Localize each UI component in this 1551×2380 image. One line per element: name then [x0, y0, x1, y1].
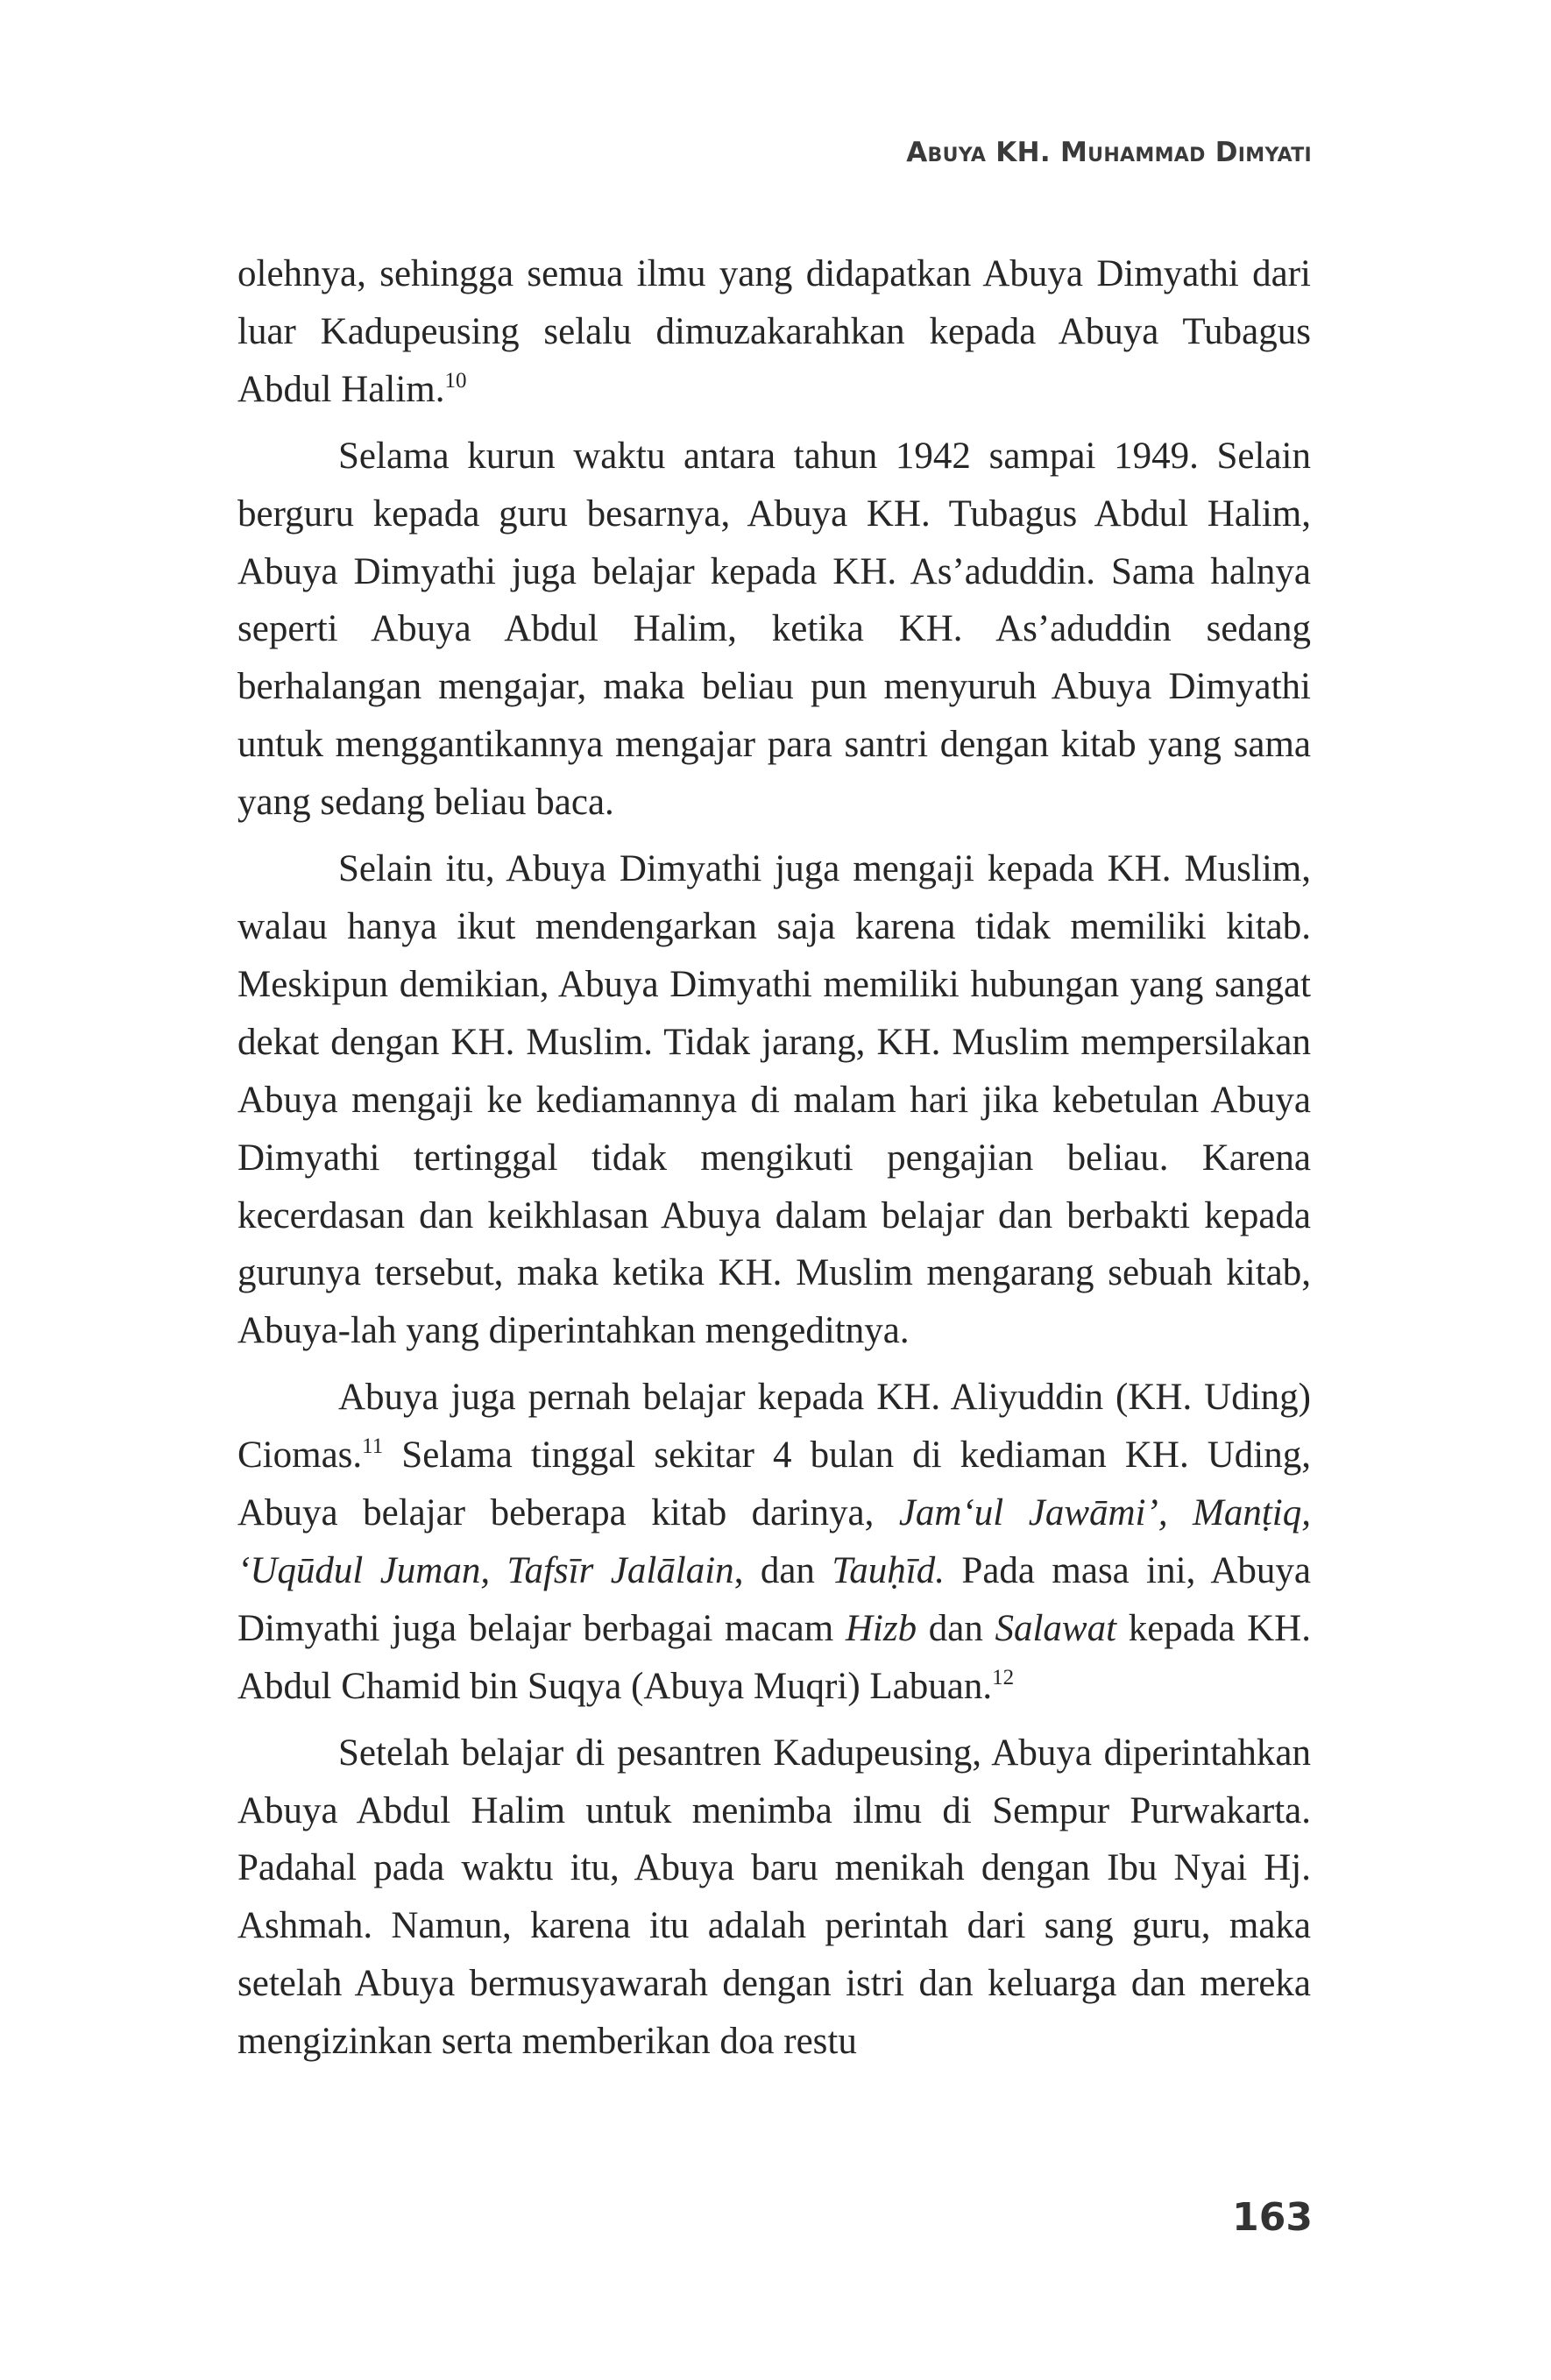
paragraph-4-text-f: kepada KH. Abdul Chamid bin Suqya (Abuya Muqri) Labuan. [237, 1607, 1311, 1707]
paragraph-3 [237, 840, 1311, 1360]
paragraph-4 [237, 1369, 1311, 1715]
paragraph-4-text-c: , dan [733, 1549, 832, 1591]
footnote-ref-12[interactable]: 12 [992, 1665, 1015, 1689]
page-number: 163 [1232, 2195, 1313, 2240]
paragraph-1-text: olehnya, sehingga semua ilmu yang didapatkan Abuya Dimyathi dari luar Kadupeusing selalu dimuzakarahkan kepada Abuya Tubagus Abdul Halim. [237, 253, 1311, 410]
paragraph-2-text: Selama kurun waktu antara tahun 1942 sampai 1949. Selain berguru kepada guru besarnya, Abuya KH. Tubagus Abdul Halim, Abuya Dimyathi juga belajar kepada KH. As’aduddin. Sama halnya seperti Abuya Abdul Halim, ketika KH. As’aduddin sedang berhalangan mengajar, maka beliau pun menyuruh Abuya Dimyathi untuk menggantikannya mengajar para santri dengan kitab yang sama yang sedang beliau baca. [237, 435, 1311, 824]
paragraph-2 [237, 428, 1311, 832]
footnote-ref-11[interactable]: 11 [362, 1434, 384, 1459]
paragraph-4-text-d: Pada masa ini, Abuya Dimyathi juga belajar berbagai macam [237, 1549, 1311, 1649]
italic-tauhid: Tauḥīd. [832, 1549, 945, 1591]
body-text [237, 245, 1311, 2079]
paragraph-1 [237, 245, 1311, 419]
italic-salawat: Salawat [995, 1607, 1117, 1649]
italic-book-titles: Jam‘ul Jawāmi’, Manṭiq, ‘Uqūdul Juman, Tafsīr Jalālain [237, 1492, 1312, 1591]
running-head: Abuya KH. Muhammad Dimyati [906, 137, 1312, 168]
paragraph-4-text-a: Abuya juga pernah belajar kepada KH. Aliyuddin (KH. Uding) Ciomas. [237, 1377, 1311, 1477]
paragraph-4-text-e: dan [917, 1607, 995, 1649]
italic-hizb: Hizb [845, 1607, 917, 1649]
paragraph-5-text: Setelah belajar di pesantren Kadupeusing, Abuya diperintahkan Abuya Abdul Halim untuk menimba ilmu di Sempur Purwakarta. Padahal pada waktu itu, Abuya baru menikah dengan Ibu Nyai Hj. Ashmah. Namun, karena itu adalah perintah dari sang guru, maka setelah Abuya bermusyawarah dengan istri dan keluarga dan mereka mengizinkan serta memberikan doa restu [237, 1732, 1311, 2063]
paragraph-4-text-b: Selama tinggal sekitar 4 bulan di kediaman KH. Uding, Abuya belajar beberapa kitab darinya, [237, 1434, 1311, 1534]
paragraph-3-text: Selain itu, Abuya Dimyathi juga mengaji kepada KH. Muslim, walau hanya ikut mendengarkan saja karena tidak memiliki kitab. Meskipun demikian, Abuya Dimyathi memiliki hubungan yang sangat dekat dengan KH. Muslim. Tidak jarang, KH. Muslim mempersilakan Abuya mengaji ke kediamannya di malam hari jika kebetulan Abuya Dimyathi tertinggal tidak mengikuti pengajian beliau. Karena kecerdasan dan keikhlasan Abuya dalam belajar dan berbakti kepada gurunya tersebut, maka ketika KH. Muslim mengarang sebuah kitab, Abuya-lah yang diperintahkan mengeditnya. [237, 848, 1311, 1352]
footnote-ref-10[interactable]: 10 [444, 368, 467, 393]
paragraph-5 [237, 1725, 1311, 2071]
